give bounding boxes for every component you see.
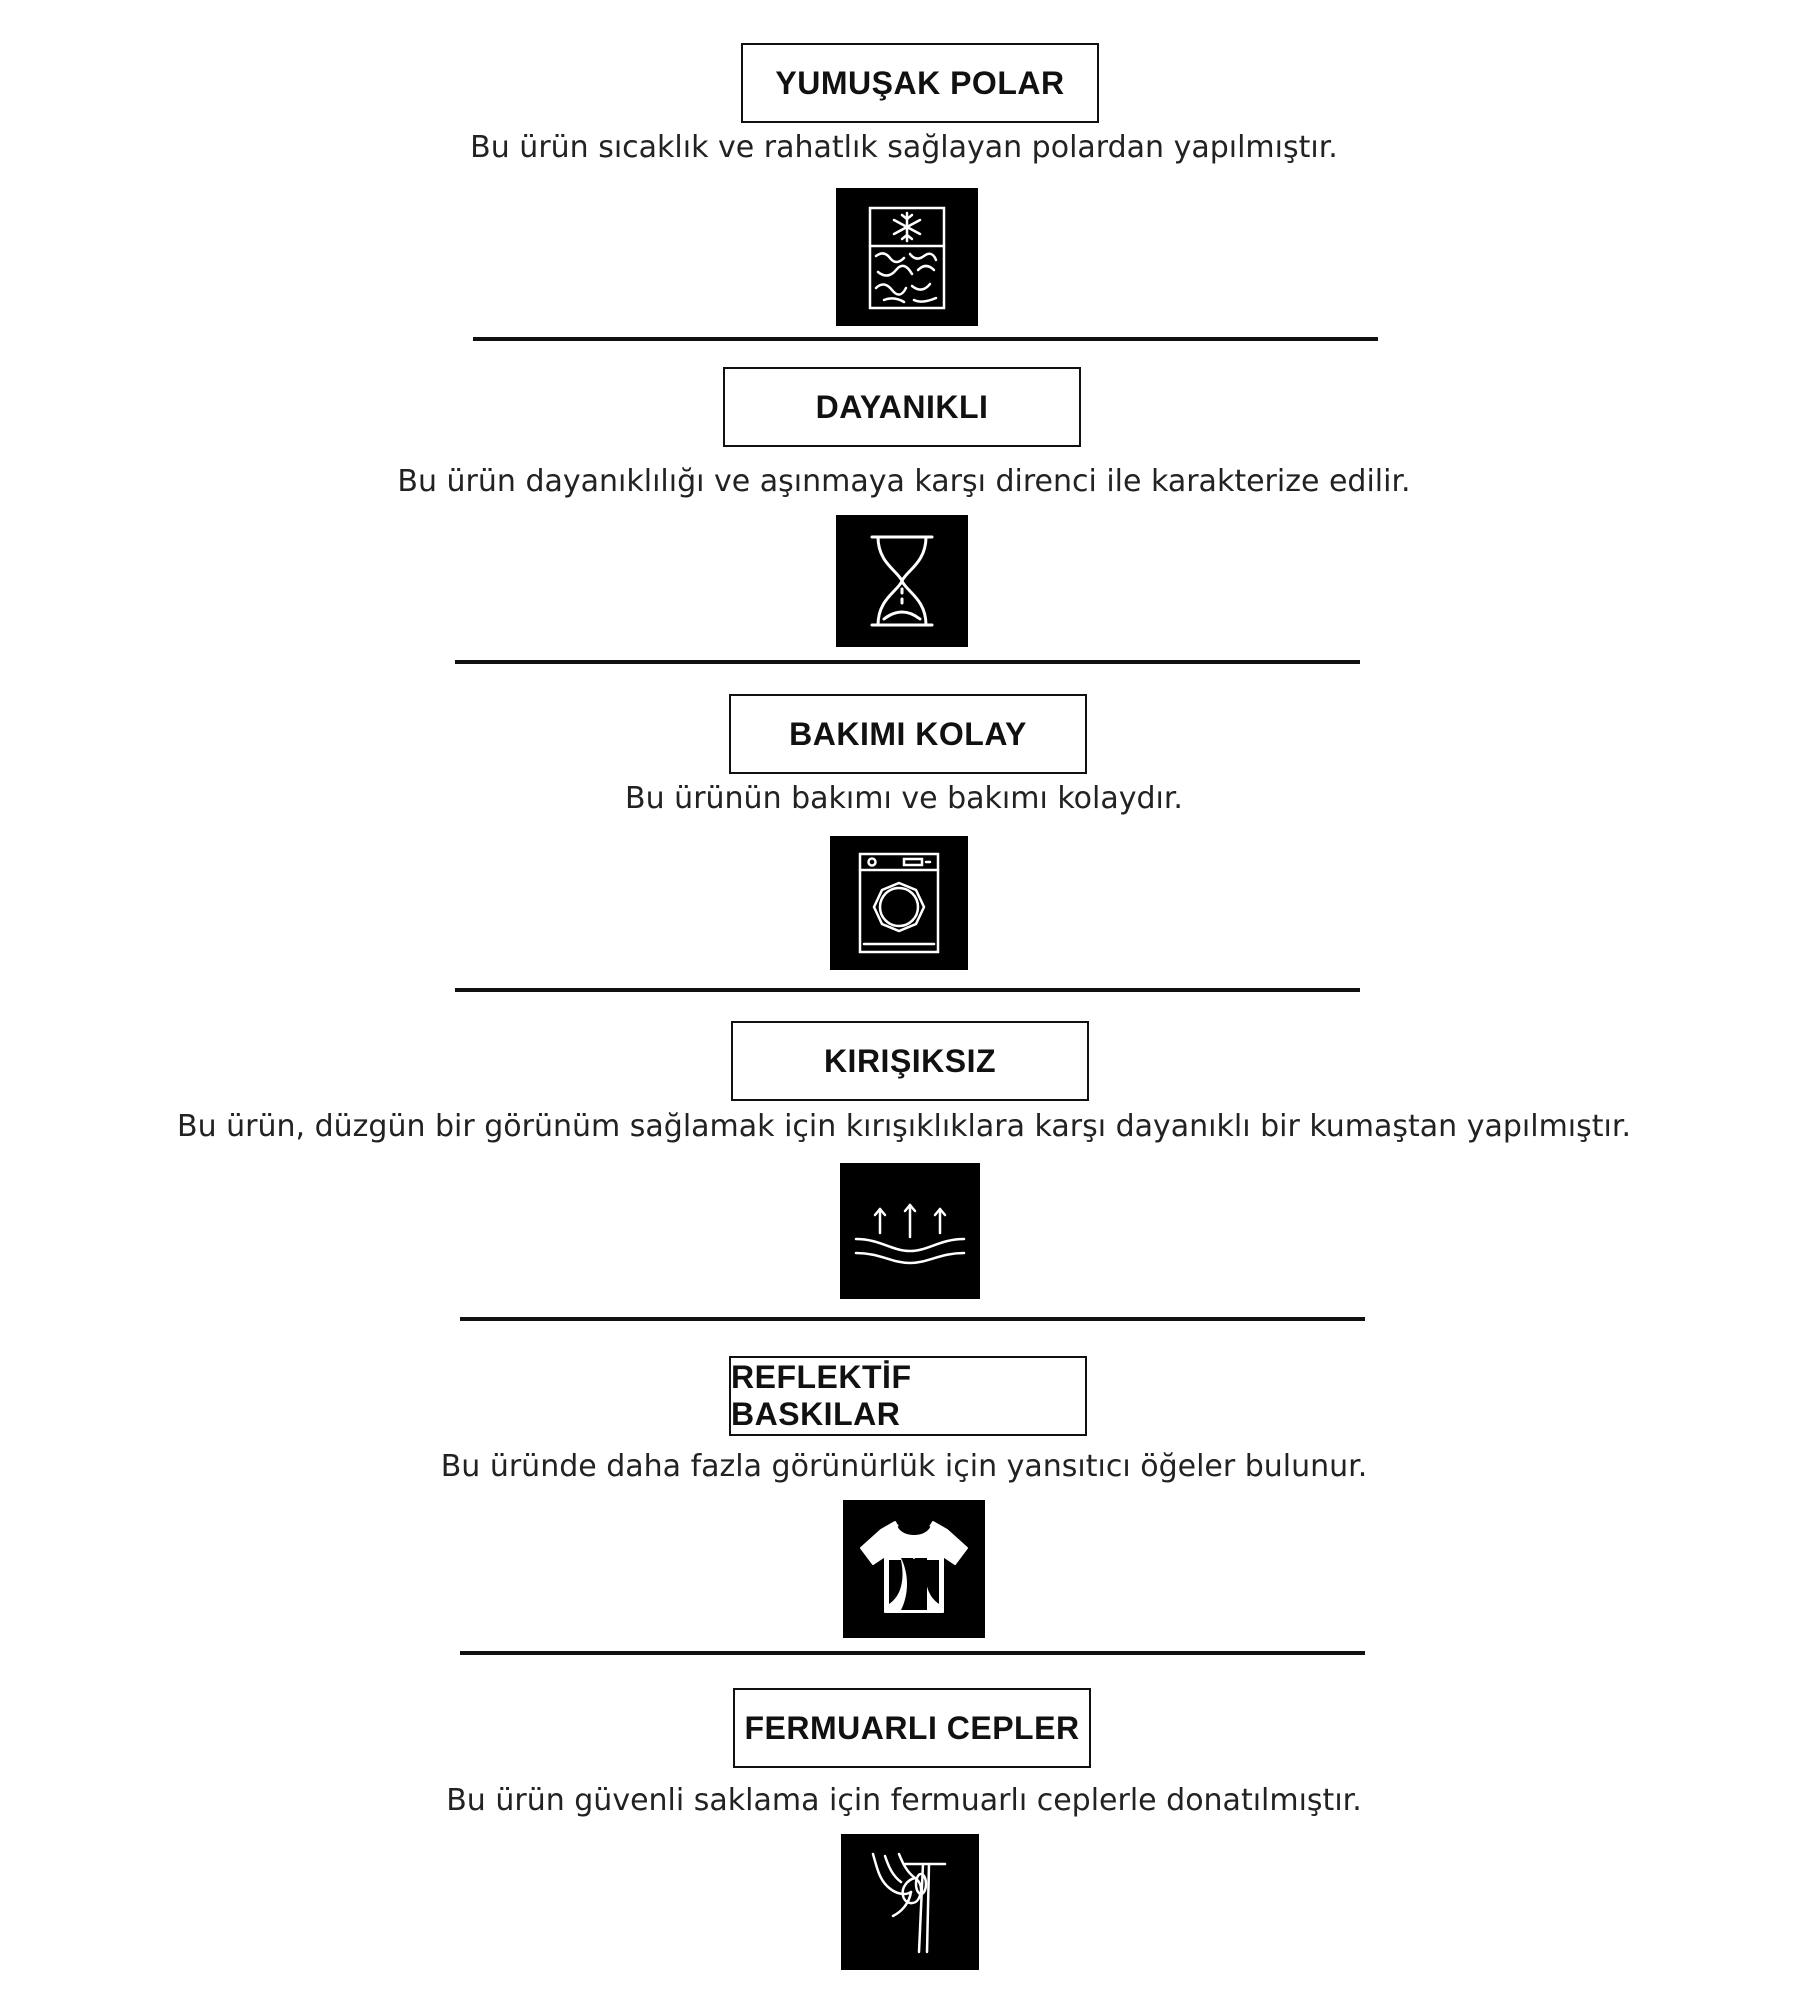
feature-description: Bu ürün güvenli saklama için fermuarlı ceplerle donatılmıştır.	[446, 1783, 1362, 1818]
hourglass-icon	[836, 515, 968, 647]
wrinkle-free-fabric-icon	[840, 1163, 980, 1299]
feature-title-badge: BAKIMI KOLAY	[729, 694, 1087, 774]
section-divider	[455, 660, 1360, 664]
feature-description: Bu ürün dayanıklılığı ve aşınmaya karşı direnci ile karakterize edilir.	[397, 464, 1411, 499]
section-divider	[455, 988, 1360, 992]
feature-title-badge: KIRIŞIKSIZ	[731, 1021, 1089, 1101]
feature-description: Bu ürün, düzgün bir görünüm sağlamak için kırışıklıklara karşı dayanıklı bir kumaştan yapılmıştır.	[177, 1109, 1631, 1144]
feature-title-badge: FERMUARLI CEPLER	[733, 1688, 1091, 1768]
snowflake-fleece-icon	[836, 188, 978, 326]
feature-title-badge: REFLEKTİF BASKILAR	[729, 1356, 1087, 1436]
washing-machine-icon	[830, 836, 968, 970]
feature-description: Bu ürünün bakımı ve bakımı kolaydır.	[625, 781, 1183, 816]
section-divider	[460, 1651, 1365, 1655]
section-divider	[473, 337, 1378, 341]
feature-title-badge: DAYANIKLI	[723, 367, 1081, 447]
section-divider	[460, 1317, 1365, 1321]
zipper-pocket-icon	[841, 1834, 979, 1970]
feature-description: Bu üründe daha fazla görünürlük için yansıtıcı öğeler bulunur.	[440, 1449, 1368, 1484]
feature-description: Bu ürün sıcaklık ve rahatlık sağlayan polardan yapılmıştır.	[470, 130, 1338, 165]
feature-title-badge: YUMUŞAK POLAR	[741, 43, 1099, 123]
reflective-tshirt-icon	[843, 1500, 985, 1638]
